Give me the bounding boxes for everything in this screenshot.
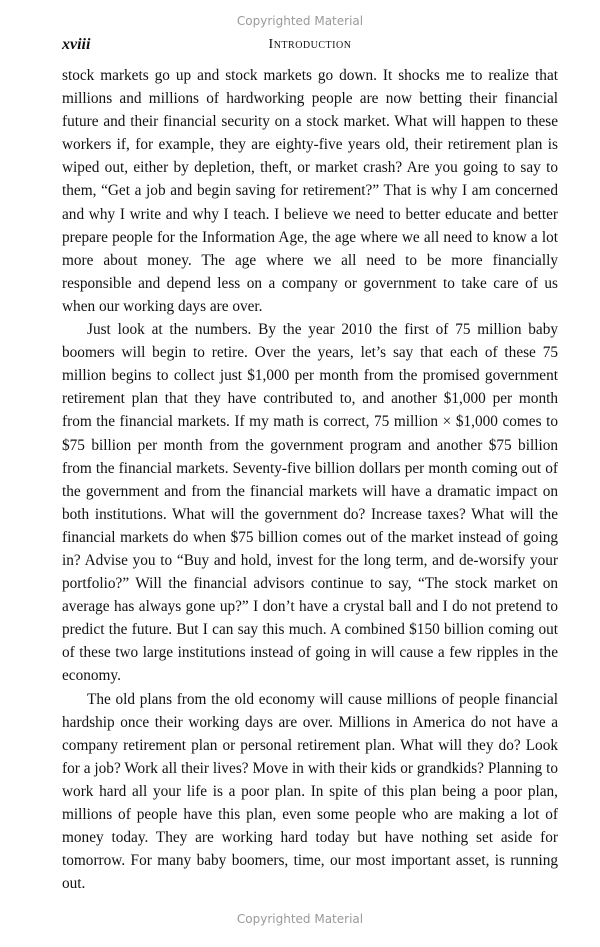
copyright-watermark-bottom: Copyrighted Material [236,912,364,926]
paragraph-old-plans: The old plans from the old economy will cause millions of people financial hardship once their working days are over. Millions in America do not have a company retirement plan or personal retirement plan. What will they do? Look for a job? Work all their lives? Move in with their kids or grandkids? Planning to work hard all your life is a poor plan. In spite of this plan being a poor plan, millions of people have this plan, even some people who are making a lot of money today. They are working hard today but have nothing set aside for tomorrow. For many baby boomers, time, our most important asset, is running out. [62,690,558,893]
paragraph-continued: stock markets go up and stock markets go down. It shocks me to realize that millions and millions of hardworking people are now betting their financial future and their financial security on a stock market. What will happen to these workers if, for example, they are eighty-five years old, their retirement plan is wiped out, either by depletion, theft, or market crash? Are you going to say to them, “Get a job and begin saving for retirement?” That is why I am concerned and why I write and why I teach. I believe we need to better educate and better prepare people for the Information Age, the age where we all need to know a lot more about money. The age where we all need to be more financially responsible and depend less on a company or government to take care of us when our working days are over. [62,67,558,315]
running-head: Introduction [268,37,352,52]
page-header [62,36,558,56]
paragraph-numbers: Just look at the numbers. By the year 2010 the first of 75 million baby boomers will begin to retire. Over the years, let’s say that each of these 75 million begins to collect just $1,000 per month from the promised government retirement plan that they have contributed to, and another $1,000 per month from the financial markets. If my math is correct, 75 million × $1,000 comes to $75 billion per month from the government program and another $75 billion from the financial markets. Seventy-five billion dollars per month coming out of the government and from the financial markets will have a dramatic impact on both institutions. What will the government do? Increase taxes? What will the financial markets do when $75 billion comes out of the market instead of going in? Advise you to “Buy and hold, invest for the long term, and de-worsify your portfolio?” Will the financial advisors continue to say, “The stock market on average has always gone up?” I don’t have a crystal ball and I do not pretend to predict the future. But I can say this much. A combined $150 billion coming out of these two large institutions instead of going in will cause a few ripples in the economy. [62,321,558,685]
body-text [62,64,558,895]
page-number: xviii [62,36,91,53]
copyright-watermark-top: Copyrighted Material [236,14,364,28]
